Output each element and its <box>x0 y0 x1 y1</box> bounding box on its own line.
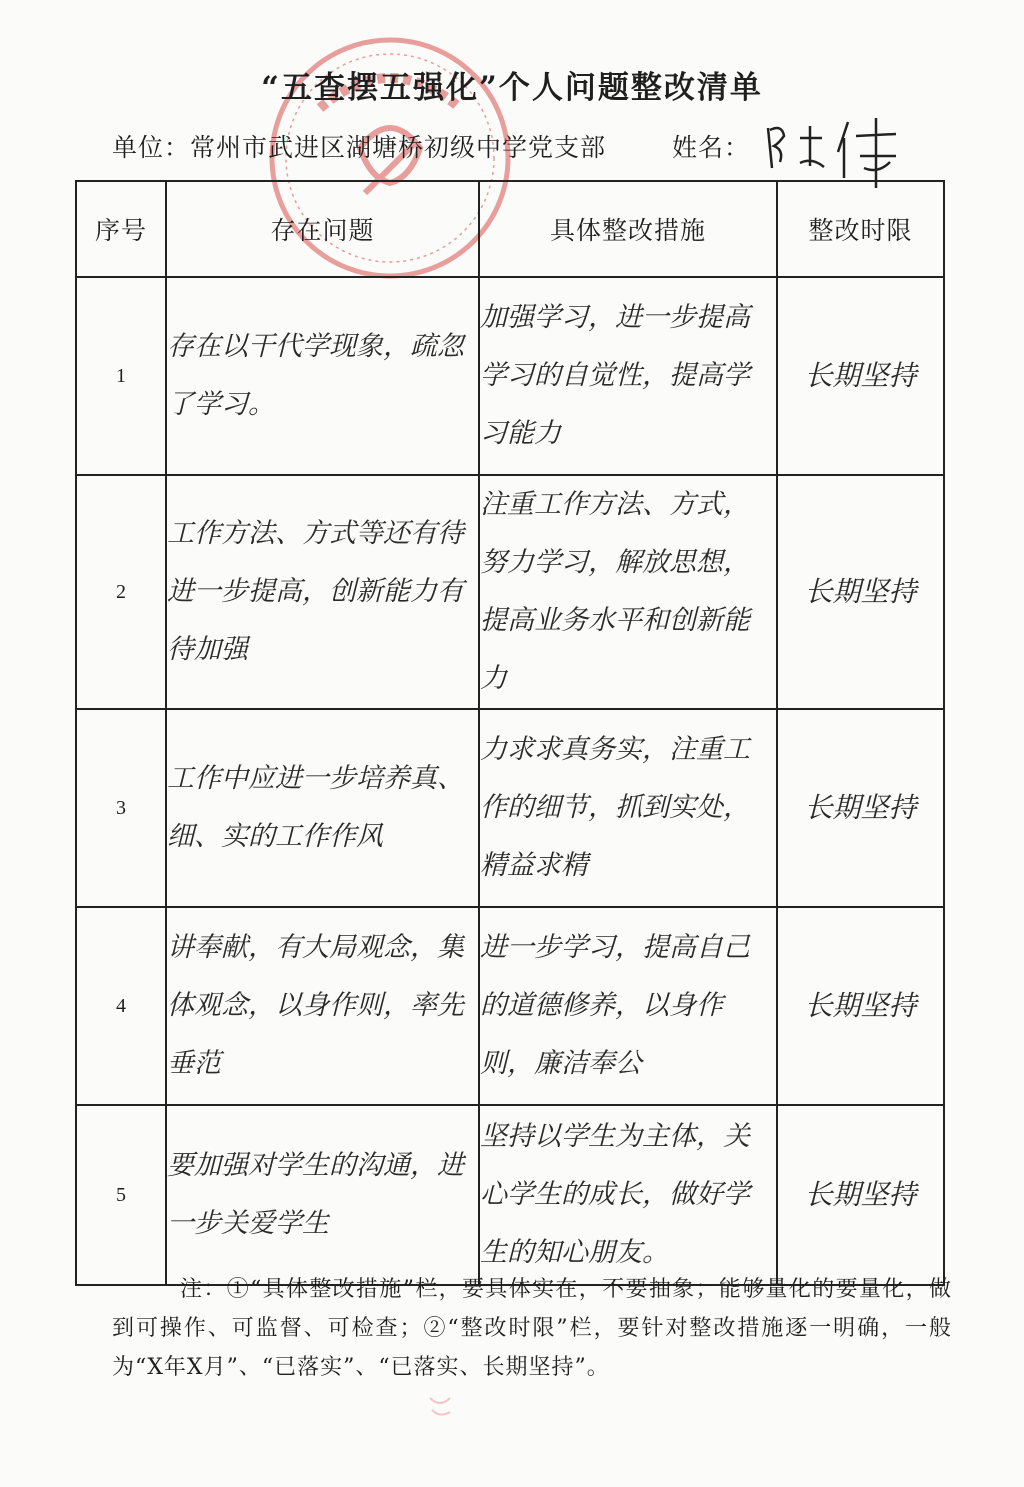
handwritten-signature <box>760 108 910 188</box>
ink-smudge <box>420 1388 460 1428</box>
row-deadline: 长期坚持 <box>777 277 944 475</box>
row-problem: 讲奉献，有大局观念，集体观念，以身作则，率先垂范 <box>166 907 479 1105</box>
table-header-row <box>76 181 944 277</box>
row-seq: 1 <box>76 277 166 475</box>
table-row <box>76 277 944 475</box>
page-title: “五查摆五强化”个人问题整改清单 <box>261 70 763 106</box>
header-seq: 序号 <box>76 181 166 277</box>
row-measure: 注重工作方法、方式，努力学习，解放思想，提高业务水平和创新能力 <box>479 475 777 709</box>
table-row <box>76 1105 944 1285</box>
row-measure: 进一步学习，提高自己的道德修养，以身作则，廉洁奉公 <box>479 907 777 1105</box>
name-label: 姓名： <box>672 133 751 162</box>
footnote: 注：①“具体整改措施”栏，要具体实在，不要抽象；能够量化的要量化，做到可操作、可监督、可检查；②“整改时限”栏，要针对整改措施逐一明确，一般为“X年X月”、“已落实”、“已落实、长期坚持”。 <box>112 1277 952 1380</box>
row-measure: 力求求真务实，注重工作的细节，抓到实处，精益求精 <box>479 709 777 907</box>
rectification-table <box>75 180 945 1286</box>
unit-value: 常州市武进区湖塘桥初级中学党支部 <box>190 133 607 162</box>
row-seq: 5 <box>76 1105 166 1285</box>
row-deadline: 长期坚持 <box>777 1105 944 1285</box>
header-deadline: 整改时限 <box>777 181 944 277</box>
row-problem: 工作方法、方式等还有待进一步提高，创新能力有待加强 <box>166 475 479 709</box>
unit-label: 单位： <box>112 133 191 162</box>
table-row <box>76 475 944 709</box>
row-seq: 3 <box>76 709 166 907</box>
row-deadline: 长期坚持 <box>777 709 944 907</box>
row-problem: 工作中应进一步培养真、细、实的工作作风 <box>166 709 479 907</box>
row-measure: 坚持以学生为主体，关心学生的成长，做好学生的知心朋友。 <box>479 1105 777 1285</box>
header-measure: 具体整改措施 <box>479 181 777 277</box>
row-problem: 存在以干代学现象，疏忽了学习。 <box>166 277 479 475</box>
table-row <box>76 907 944 1105</box>
table-row <box>76 709 944 907</box>
header-problem: 存在问题 <box>166 181 479 277</box>
row-problem: 要加强对学生的沟通，进一步关爱学生 <box>166 1105 479 1285</box>
row-measure: 加强学习，进一步提高学习的自觉性，提高学习能力 <box>479 277 777 475</box>
row-seq: 4 <box>76 907 166 1105</box>
row-deadline: 长期坚持 <box>777 475 944 709</box>
row-deadline: 长期坚持 <box>777 907 944 1105</box>
row-seq: 2 <box>76 475 166 709</box>
header-info <box>112 128 751 164</box>
